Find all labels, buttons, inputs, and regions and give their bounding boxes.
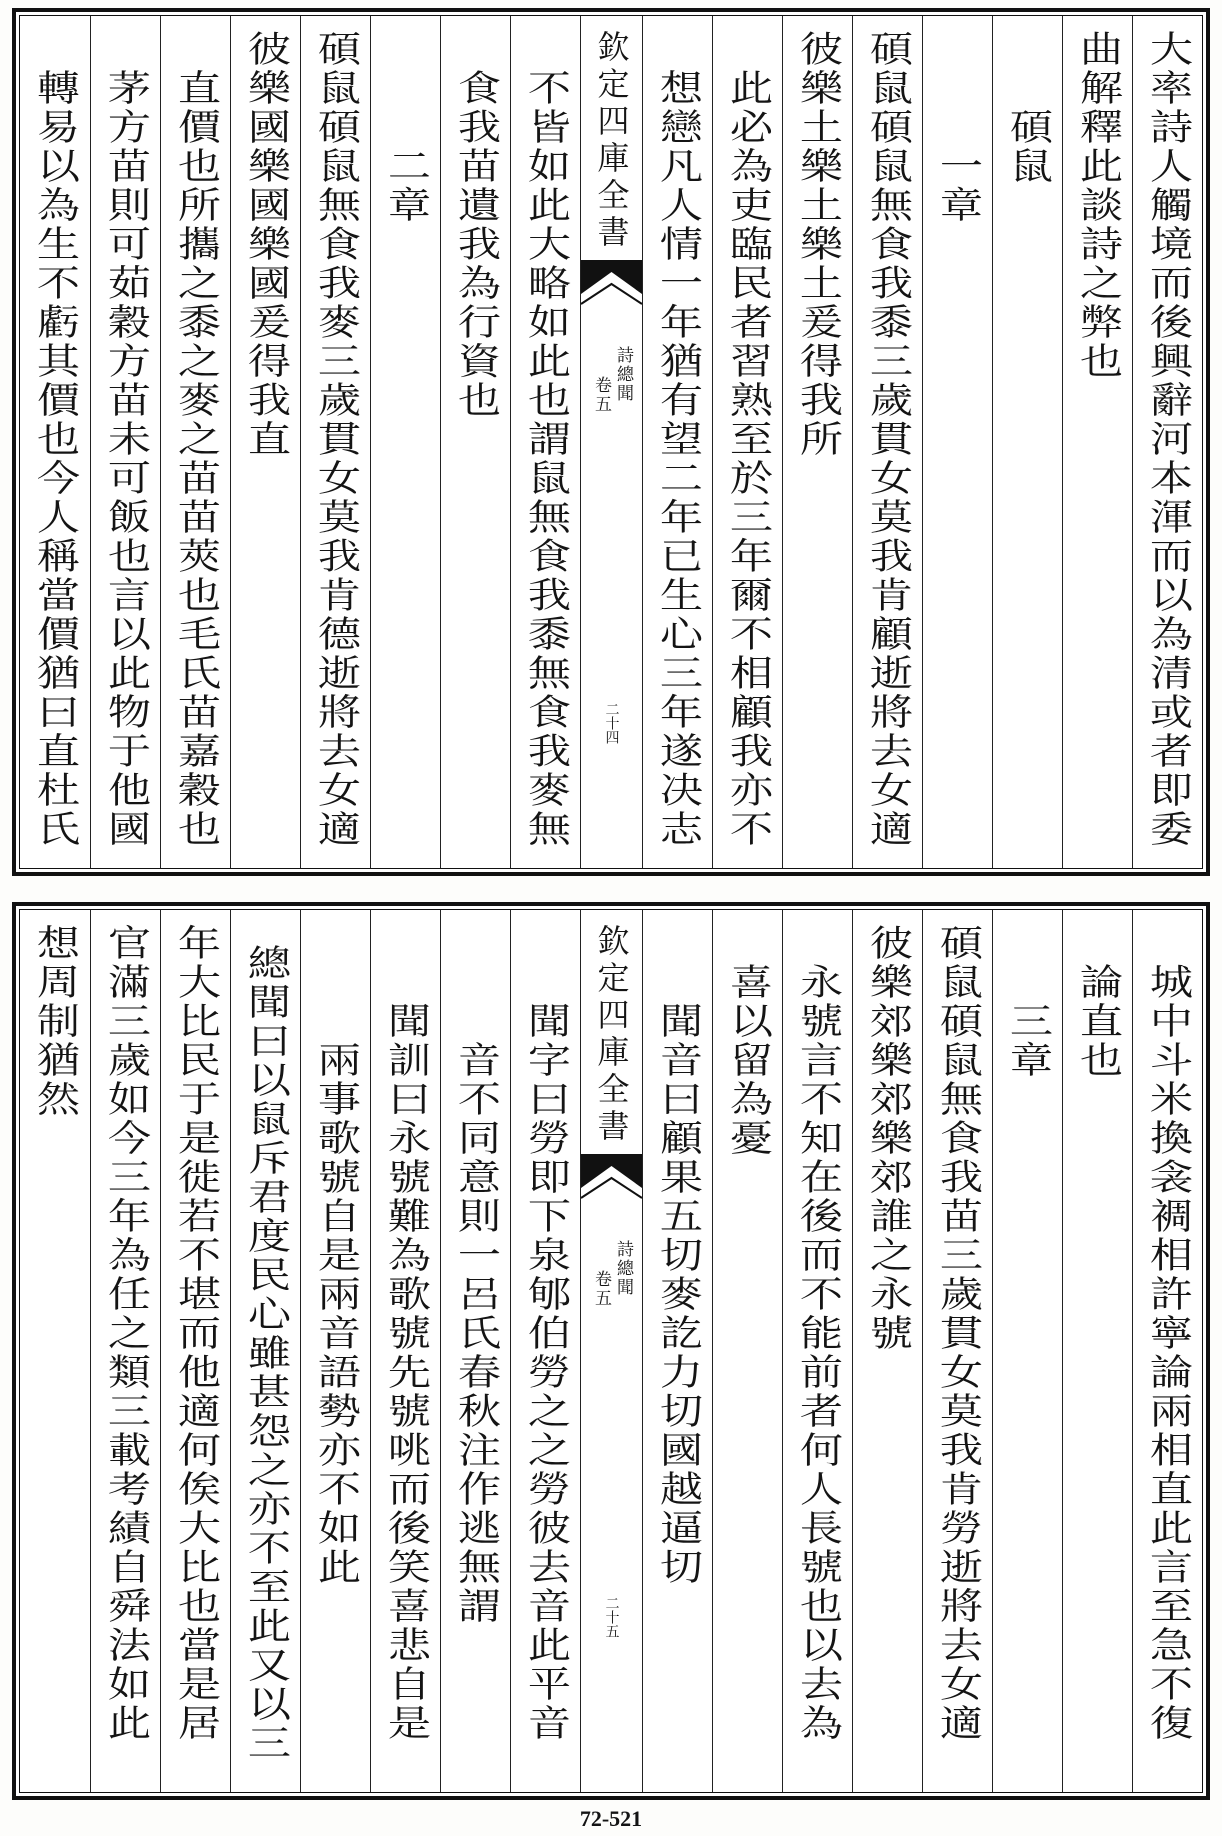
chapter-heading: 二章: [381, 147, 431, 225]
commentary-text: 不皆如此大略如此也謂鼠無食我黍無食我麥無: [521, 69, 571, 849]
collection-title: 欽定四庫全書: [592, 924, 631, 1146]
poem-verse: 碩鼠碩鼠無食我麥三歲貫女莫我肯德逝將去女適: [311, 30, 361, 849]
text-column: [510, 16, 580, 868]
chapter-heading: 三章: [1003, 1002, 1053, 1080]
text-column: [370, 910, 440, 1792]
leaf-number: 二十四: [603, 702, 620, 744]
commentary-text: 喜以留為憂: [723, 963, 773, 1158]
text-column: [922, 910, 992, 1792]
commentary-text: 想戀凡人情一年猶有望二年已生心三年遂决志: [653, 69, 703, 849]
text-column: [852, 910, 922, 1792]
fish-tail-icon: [581, 260, 642, 306]
text-column: [922, 16, 992, 868]
fish-tail-icon: [581, 1154, 642, 1200]
summary-note: 想周制猶然: [30, 924, 80, 1119]
text-column: [1062, 16, 1132, 868]
commentary-text: 曲解釋此談詩之弊也: [1073, 30, 1123, 381]
text-column: [1132, 910, 1202, 1792]
chapter-heading: 一章: [933, 147, 983, 225]
text-column: [90, 16, 160, 868]
poem-verse: 碩鼠碩鼠無食我黍三歲貫女莫我肯顧逝將去女適: [863, 30, 913, 849]
commentary-text: 城中斗米換衾裯相許寧論兩相直此言至急不復: [1143, 963, 1193, 1743]
leaf-number: 二十五: [603, 1596, 620, 1638]
poem-verse: 彼樂土樂土樂土爰得我所: [793, 30, 843, 459]
leaf-frame: [19, 909, 1203, 1793]
text-column: [20, 910, 90, 1792]
text-column: [90, 910, 160, 1792]
lower-leaf: [12, 902, 1210, 1800]
poem-title: 碩鼠: [1003, 108, 1053, 186]
text-column: [852, 16, 922, 868]
gloss-note: 聞訓曰永號難為歌號先號咷而後笑喜悲自是: [381, 1002, 431, 1743]
summary-note: 年大比民于是徙若不堪而他適何俟大比也當是居: [171, 924, 221, 1743]
volume-label: 卷五: [591, 376, 611, 414]
text-column: [782, 910, 852, 1792]
collection-title: 欽定四庫全書: [592, 30, 631, 252]
text-column: [440, 16, 510, 868]
pronunciation-note: 聞字曰勞即下泉郇伯勞之之勞彼去音此平音: [521, 1002, 571, 1743]
summary-note: 總聞曰以鼠斥君度民心雖甚怨之亦不至此又以三: [241, 944, 291, 1763]
fish-tail-ornament: [581, 260, 642, 306]
gloss-note: 兩事歌號自是兩音語勢亦不如此: [311, 1041, 361, 1587]
book-title: 詩總聞: [613, 346, 633, 403]
text-column: [712, 16, 782, 868]
poem-verse: 碩鼠碩鼠無食我苗三歲貫女莫我肯勞逝將去女適: [933, 924, 983, 1743]
pronunciation-note: 聞音曰顧果五切麥訖力切國越逼切: [653, 1002, 703, 1587]
commentary-text: 食我苗遺我為行資也: [451, 69, 501, 420]
commentary-text: 轉易以為生不虧其價也今人稱當價猶曰直杜氏: [30, 69, 80, 849]
text-column: [20, 16, 90, 868]
poem-verse: 彼樂國樂國樂國爰得我直: [241, 30, 291, 459]
book-title: 詩總聞: [613, 1240, 633, 1297]
commentary-text: 此必為吏臨民者習熟至於三年爾不相顧我亦不: [723, 69, 773, 849]
text-column: [230, 910, 300, 1792]
upper-leaf: [12, 8, 1210, 876]
commentary-text: 茅方苗則可茹穀方苗未可飯也言以此物于他國: [101, 69, 151, 849]
text-column: [370, 16, 440, 868]
text-column: [300, 910, 370, 1792]
text-column: [782, 16, 852, 868]
text-column: [510, 910, 580, 1792]
text-column: [160, 16, 230, 868]
text-column: [160, 910, 230, 1792]
commentary-text: 論直也: [1073, 963, 1123, 1080]
volume-label: 卷五: [591, 1270, 611, 1308]
text-column: [300, 16, 370, 868]
pronunciation-note: 音不同意則一呂氏春秋注作逃無謂: [451, 1041, 501, 1626]
book-label: [592, 346, 631, 414]
text-column: [992, 16, 1062, 868]
center-gutter: [580, 910, 642, 1792]
text-column: [1062, 910, 1132, 1792]
page-number: 72-521: [579, 1806, 643, 1831]
commentary-text: 永號言不知在後而不能前者何人長號也以去為: [793, 963, 843, 1743]
poem-verse: 彼樂郊樂郊樂郊誰之永號: [863, 924, 913, 1353]
book-label: [592, 1240, 631, 1308]
text-column: [712, 910, 782, 1792]
fish-tail-ornament: [581, 1154, 642, 1200]
center-gutter: [580, 16, 642, 868]
text-column: [992, 910, 1062, 1792]
text-column: [1132, 16, 1202, 868]
commentary-text: 直價也所攜之黍之麥之苗苗莢也毛氏苗嘉穀也: [171, 69, 221, 849]
text-column: [642, 16, 712, 868]
commentary-text: 大率詩人觸境而後興辭河本渾而以為清或者即委: [1143, 30, 1193, 849]
text-column: [642, 910, 712, 1792]
text-column: [440, 910, 510, 1792]
text-column: [230, 16, 300, 868]
summary-note: 官滿三歲如今三年為任之類三載考績自舜法如此: [101, 924, 151, 1743]
leaf-frame: [19, 15, 1203, 869]
